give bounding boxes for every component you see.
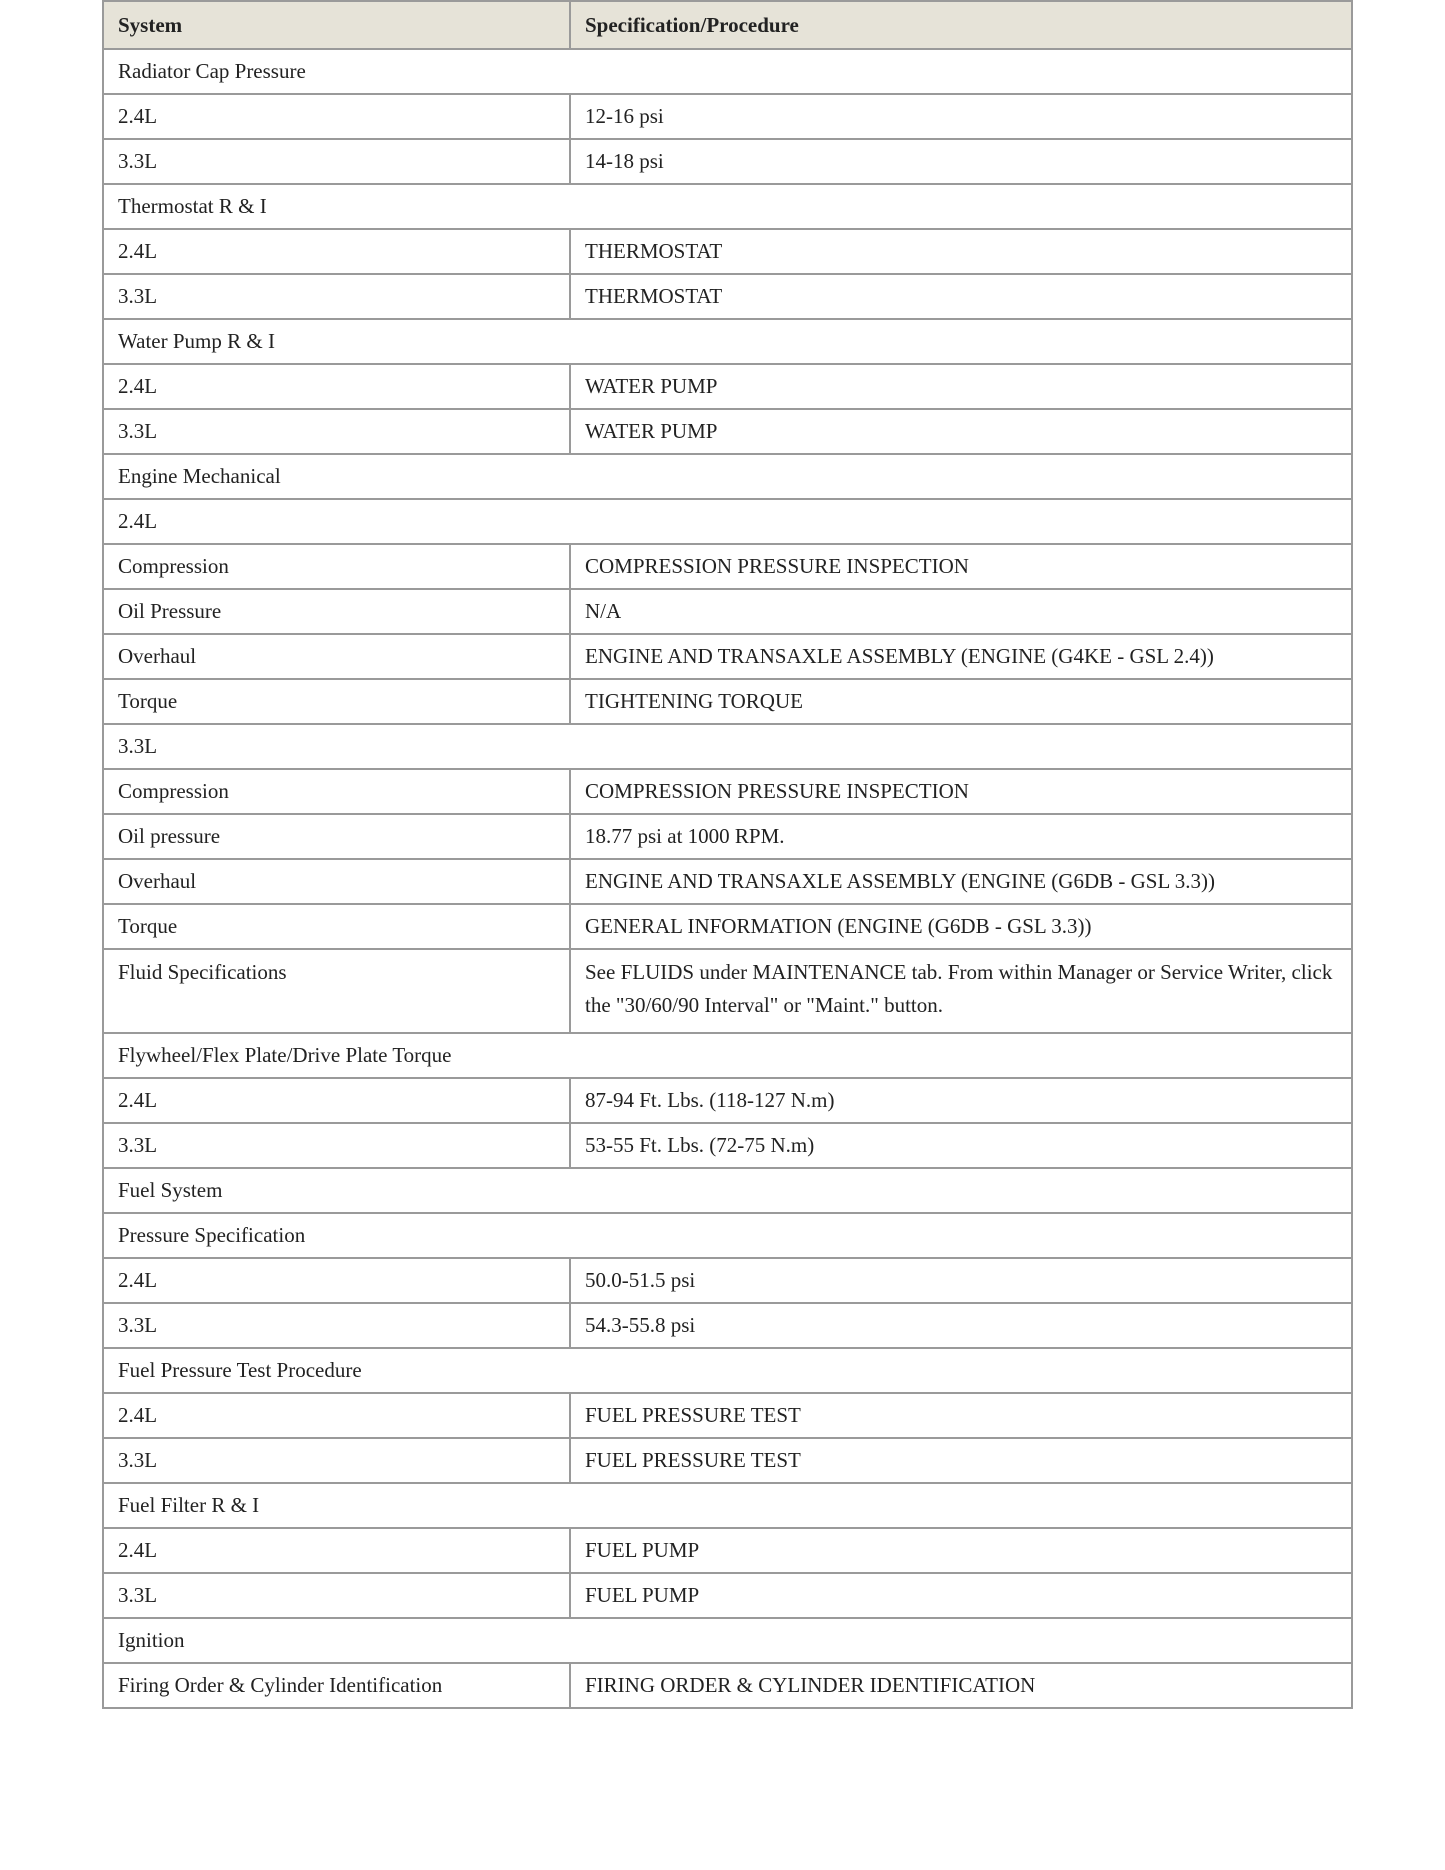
system-cell: Compression <box>103 769 570 814</box>
system-cell: Firing Order & Cylinder Identification <box>103 1663 570 1708</box>
specification-cell: FUEL PRESSURE TEST <box>570 1393 1352 1438</box>
table-row <box>103 409 1352 454</box>
table-row <box>103 634 1352 679</box>
table-row <box>103 94 1352 139</box>
section-row <box>103 1033 1352 1078</box>
specification-cell: 50.0-51.5 psi <box>570 1258 1352 1303</box>
specification-cell: WATER PUMP <box>570 409 1352 454</box>
table-row <box>103 589 1352 634</box>
table-row <box>103 904 1352 949</box>
column-header-specification: Specification/Procedure <box>570 1 1352 49</box>
section-row <box>103 49 1352 94</box>
specification-cell: N/A <box>570 589 1352 634</box>
table-row <box>103 859 1352 904</box>
column-header-system: System <box>103 1 570 49</box>
section-row <box>103 1213 1352 1258</box>
section-label: 2.4L <box>103 499 1352 544</box>
table-row <box>103 1393 1352 1438</box>
table-row <box>103 1258 1352 1303</box>
system-cell: 2.4L <box>103 1528 570 1573</box>
section-row <box>103 1348 1352 1393</box>
specification-cell: ENGINE AND TRANSAXLE ASSEMBLY (ENGINE (G4KE - GSL 2.4)) <box>570 634 1352 679</box>
system-cell: Oil Pressure <box>103 589 570 634</box>
table-row <box>103 949 1352 1033</box>
system-cell: Overhaul <box>103 859 570 904</box>
specification-cell: See FLUIDS under MAINTENANCE tab. From within Manager or Service Writer, click the "30/60/90 Interval" or "Maint." button. <box>570 949 1352 1033</box>
table-row <box>103 1528 1352 1573</box>
system-cell: 2.4L <box>103 1078 570 1123</box>
specification-cell: FUEL PUMP <box>570 1528 1352 1573</box>
specification-cell: 87-94 Ft. Lbs. (118-127 N.m) <box>570 1078 1352 1123</box>
system-cell: 2.4L <box>103 229 570 274</box>
section-label: Pressure Specification <box>103 1213 1352 1258</box>
specification-cell: FUEL PRESSURE TEST <box>570 1438 1352 1483</box>
system-cell: 3.3L <box>103 409 570 454</box>
specification-cell: 54.3-55.8 psi <box>570 1303 1352 1348</box>
specification-cell: COMPRESSION PRESSURE INSPECTION <box>570 544 1352 589</box>
specification-cell: 12-16 psi <box>570 94 1352 139</box>
table-header-row <box>103 1 1352 49</box>
section-label: 3.3L <box>103 724 1352 769</box>
section-row <box>103 499 1352 544</box>
system-cell: 3.3L <box>103 139 570 184</box>
table-row <box>103 1663 1352 1708</box>
specification-cell: FIRING ORDER & CYLINDER IDENTIFICATION <box>570 1663 1352 1708</box>
table-body <box>103 49 1352 1708</box>
system-cell: 3.3L <box>103 274 570 319</box>
specification-cell: 18.77 psi at 1000 RPM. <box>570 814 1352 859</box>
table-row <box>103 1078 1352 1123</box>
system-cell: Torque <box>103 904 570 949</box>
section-row <box>103 724 1352 769</box>
section-row <box>103 184 1352 229</box>
section-row <box>103 1168 1352 1213</box>
specification-table <box>102 0 1353 1709</box>
section-label: Fuel Pressure Test Procedure <box>103 1348 1352 1393</box>
table-row <box>103 769 1352 814</box>
section-row <box>103 1618 1352 1663</box>
table-row <box>103 139 1352 184</box>
section-label: Engine Mechanical <box>103 454 1352 499</box>
specification-cell: THERMOSTAT <box>570 229 1352 274</box>
system-cell: 3.3L <box>103 1438 570 1483</box>
table-row <box>103 229 1352 274</box>
table-row <box>103 1123 1352 1168</box>
specification-cell: FUEL PUMP <box>570 1573 1352 1618</box>
system-cell: Fluid Specifications <box>103 949 570 1033</box>
section-label: Fuel System <box>103 1168 1352 1213</box>
system-cell: 3.3L <box>103 1303 570 1348</box>
specification-cell: GENERAL INFORMATION (ENGINE (G6DB - GSL 3.3)) <box>570 904 1352 949</box>
table-row <box>103 364 1352 409</box>
specification-cell: THERMOSTAT <box>570 274 1352 319</box>
section-label: Radiator Cap Pressure <box>103 49 1352 94</box>
system-cell: Torque <box>103 679 570 724</box>
table-row <box>103 679 1352 724</box>
section-row <box>103 454 1352 499</box>
section-row <box>103 1483 1352 1528</box>
section-label: Fuel Filter R & I <box>103 1483 1352 1528</box>
system-cell: Oil pressure <box>103 814 570 859</box>
system-cell: Overhaul <box>103 634 570 679</box>
section-row <box>103 319 1352 364</box>
table-row <box>103 1438 1352 1483</box>
section-label: Flywheel/Flex Plate/Drive Plate Torque <box>103 1033 1352 1078</box>
specification-cell: WATER PUMP <box>570 364 1352 409</box>
specification-cell: COMPRESSION PRESSURE INSPECTION <box>570 769 1352 814</box>
system-cell: 3.3L <box>103 1123 570 1168</box>
section-label: Ignition <box>103 1618 1352 1663</box>
specification-cell: TIGHTENING TORQUE <box>570 679 1352 724</box>
system-cell: 2.4L <box>103 94 570 139</box>
table-row <box>103 1303 1352 1348</box>
system-cell: 2.4L <box>103 1258 570 1303</box>
table-row <box>103 1573 1352 1618</box>
section-label: Thermostat R & I <box>103 184 1352 229</box>
section-label: Water Pump R & I <box>103 319 1352 364</box>
table-row <box>103 544 1352 589</box>
table-row <box>103 274 1352 319</box>
specification-cell: 14-18 psi <box>570 139 1352 184</box>
table-row <box>103 814 1352 859</box>
system-cell: 2.4L <box>103 364 570 409</box>
system-cell: 3.3L <box>103 1573 570 1618</box>
specification-cell: ENGINE AND TRANSAXLE ASSEMBLY (ENGINE (G6DB - GSL 3.3)) <box>570 859 1352 904</box>
specification-cell: 53-55 Ft. Lbs. (72-75 N.m) <box>570 1123 1352 1168</box>
system-cell: Compression <box>103 544 570 589</box>
system-cell: 2.4L <box>103 1393 570 1438</box>
